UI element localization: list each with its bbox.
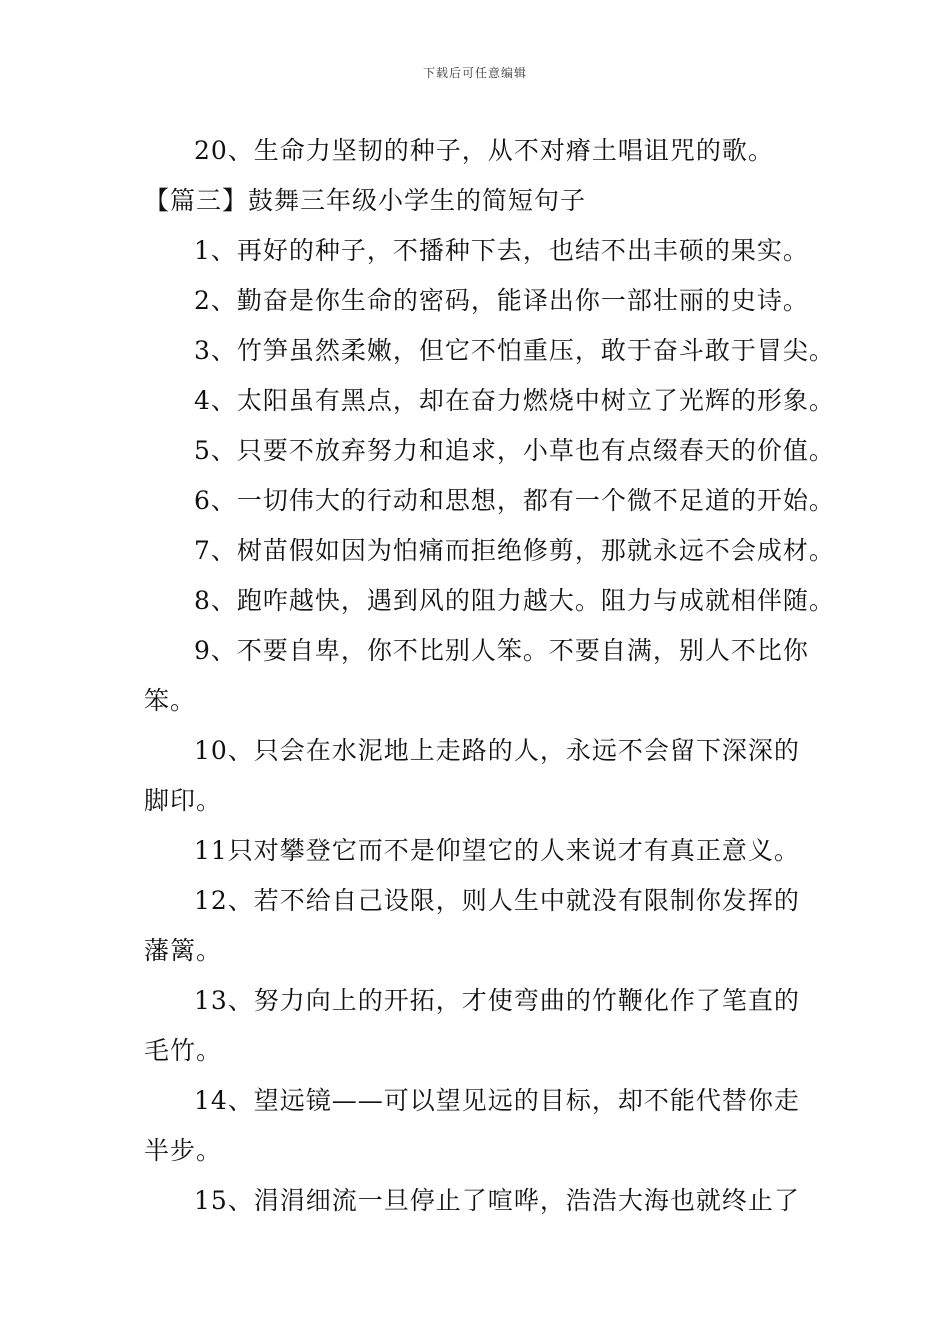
list-item-12: 12、若不给自己设限，则人生中就没有限制你发挥的藩篱。 [144, 886, 800, 965]
paragraph-item-20: 20、生命力坚韧的种子，从不对瘠土唱诅咒的歌。 [194, 136, 774, 165]
list-item-14: 14、望远镜——可以望见远的目标，却不能代替你走半步。 [144, 1086, 800, 1165]
list-item-4: 4、太阳虽有黑点，却在奋力燃烧中树立了光辉的形象。 [194, 386, 835, 415]
list-item-15: 15、涓涓细流一旦停止了喧哗，浩浩大海也就终止了 [194, 1186, 800, 1215]
list-item-3: 3、竹笋虽然柔嫩，但它不怕重压，敢于奋斗敢于冒尖。 [194, 336, 835, 365]
list-item-1: 1、再好的种子，不播种下去，也结不出丰硕的果实。 [194, 236, 809, 265]
list-item-5: 5、只要不放弃努力和追求，小草也有点缀春天的价值。 [194, 436, 835, 465]
document-body [144, 126, 835, 1226]
list-item-9: 9、不要自卑，你不比别人笨。不要自满，别人不比你笨。 [144, 636, 809, 715]
list-item-7: 7、树苗假如因为怕痛而拒绝修剪，那就永远不会成材。 [194, 536, 835, 565]
page-header: 下载后可任意编辑 [422, 66, 527, 80]
section-heading: 【篇三】鼓舞三年级小学生的简短句子 [144, 186, 587, 215]
list-item-11: 11只对攀登它而不是仰望它的人来说才有真正意义。 [194, 836, 800, 865]
list-item-6: 6、一切伟大的行动和思想，都有一个微不足道的开始。 [194, 486, 835, 515]
list-item-8: 8、跑咋越快，遇到风的阻力越大。阻力与成就相伴随。 [194, 586, 835, 615]
list-item-13: 13、努力向上的开拓，才使弯曲的竹鞭化作了笔直的毛竹。 [144, 986, 800, 1065]
list-item-10: 10、只会在水泥地上走路的人，永远不会留下深深的脚印。 [144, 736, 800, 815]
list-item-2: 2、勤奋是你生命的密码，能译出你一部壮丽的史诗。 [194, 286, 809, 315]
